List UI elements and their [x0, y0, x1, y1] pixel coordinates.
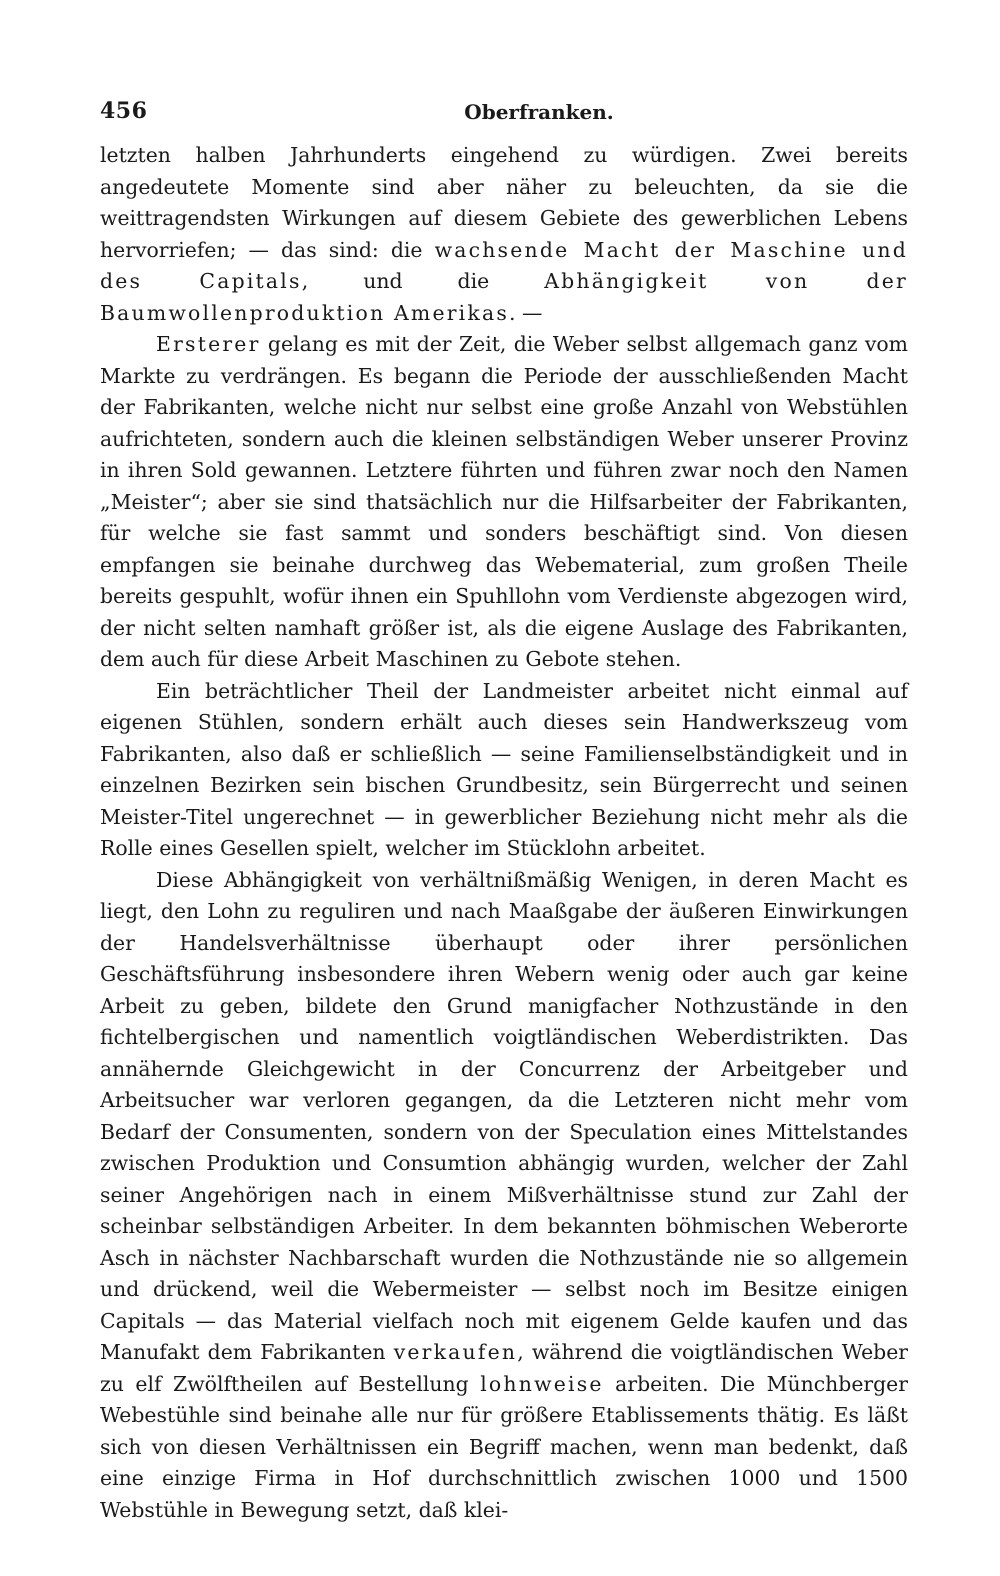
emphasized-text: lohnweise: [480, 1371, 604, 1396]
paragraph: [100, 676, 908, 865]
text-run: letzten halben Jahrhunderts eingehend zu würdigen. Zwei bereits angedeutete Momente sind aber näher zu beleuchten, da sie die weittragendsten Wirkungen auf diesem Gebiete des gewerblichen Lebens hervorriefen; — das sind: die: [100, 143, 908, 262]
text-run: Ein beträchtlicher Theil der Landmeister arbeitet nicht einmal auf eigenen Stühlen, sondern erhält auch dieses sein Handwerkszeug vom Fabrikanten, also daß er schließlich — seine Familienselbständigkeit und in einzelnen Bezirken sein bischen Grundbesitz, sein Bürgerrecht und seinen Meister-Titel ungerechnet — in gewerblicher Beziehung nicht mehr als die Rolle eines Gesellen spielt, welcher im Stücklohn arbeitet.: [100, 678, 908, 860]
emphasized-text: Ersterer: [156, 332, 261, 356]
emphasized-text: wachsende Macht der Maschine und des Capitals: [100, 237, 908, 293]
page-number: 456: [100, 98, 148, 124]
body-text: [100, 140, 908, 1526]
running-title: Oberfranken.: [464, 100, 614, 124]
emphasized-text: Abhängigkeit von der Baumwollenproduktion Amerikas: [100, 269, 909, 325]
text-run: . —: [508, 300, 543, 325]
emphasized-text: verkaufen: [393, 1340, 518, 1364]
paragraph: [100, 140, 908, 329]
running-head: [100, 92, 908, 132]
paragraph: [100, 329, 908, 676]
book-page: [100, 92, 908, 1526]
text-run: gelang es mit der Zeit, die Weber selbst allgemach ganz vom Markte zu verdrängen. Es begann die Periode der ausschließenden Macht der Fabrikanten, welche nicht nur selbst eine große Anzahl von Webstühlen aufrichteten, sondern auch die kleinen selbständigen Weber unserer Provinz in ihren Sold gewannen. Letztere führten und führen zwar noch den Namen „Meister“; aber sie sind thatsächlich nur die Hilfsarbeiter der Fabrikanten, für welche sie fast sammt und sonders beschäftigt sind. Von diesen empfangen sie beinahe durchweg das Webematerial, zum großen Theile bereits gespuhlt, wofür ihnen ein Spuhllohn vom Verdienste abgezogen wird, der nicht selten namhaft größer ist, als die eigene Auslage des Fabrikanten, dem auch für diese Arbeit Maschinen zu Gebote stehen.: [100, 332, 908, 671]
text-run: , während die voigtländischen Weber zu elf Zwölftheilen auf Bestellung: [100, 1340, 909, 1396]
text-run: arbeiten. Die Münchberger Webestühle sind beinahe alle nur für größere Etablissements thätig. Es läßt sich von diesen Verhältnissen ein Begriff machen, wenn man bedenkt, daß eine einzige Firma in Hof durchschnittlich zwischen 1000 und 1500 Webstühle in Bewegung setzt, daß klei-: [100, 1371, 908, 1522]
text-run: , und die: [301, 269, 545, 293]
paragraph: [100, 865, 908, 1527]
text-run: Diese Abhängigkeit von verhältnißmäßig Wenigen, in deren Macht es liegt, den Lohn zu reguliren und nach Maaßgabe der äußeren Einwirkungen der Handelsverhältnisse überhaupt oder ihrer persönlichen Geschäftsführung insbesondere ihren Webern wenig oder auch gar keine Arbeit zu geben, bildete den Grund manigfacher Nothzustände in den fichtelbergischen und namentlich voigtländischen Weberdistrikten. Das annähernde Gleichgewicht in der Concurrenz der Arbeitgeber und Arbeitsucher war verloren gegangen, da die Letzteren nicht mehr vom Bedarf der Consumenten, sondern von der Speculation eines Mittelstandes zwischen Produktion und Consumtion abhängig wurden, welcher der Zahl seiner Angehörigen nach in einem Mißverhältnisse stund zur Zahl der scheinbar selbständigen Arbeiter. In dem bekannten böhmischen Weberorte Asch in nächster Nachbarschaft wurden die Nothzustände nie so allgemein und drückend, weil die Webermeister — selbst noch im Besitze einigen Capitals — das Material vielfach noch mit eigenem Gelde kaufen und das Manufakt dem Fabrikanten: [100, 867, 908, 1364]
